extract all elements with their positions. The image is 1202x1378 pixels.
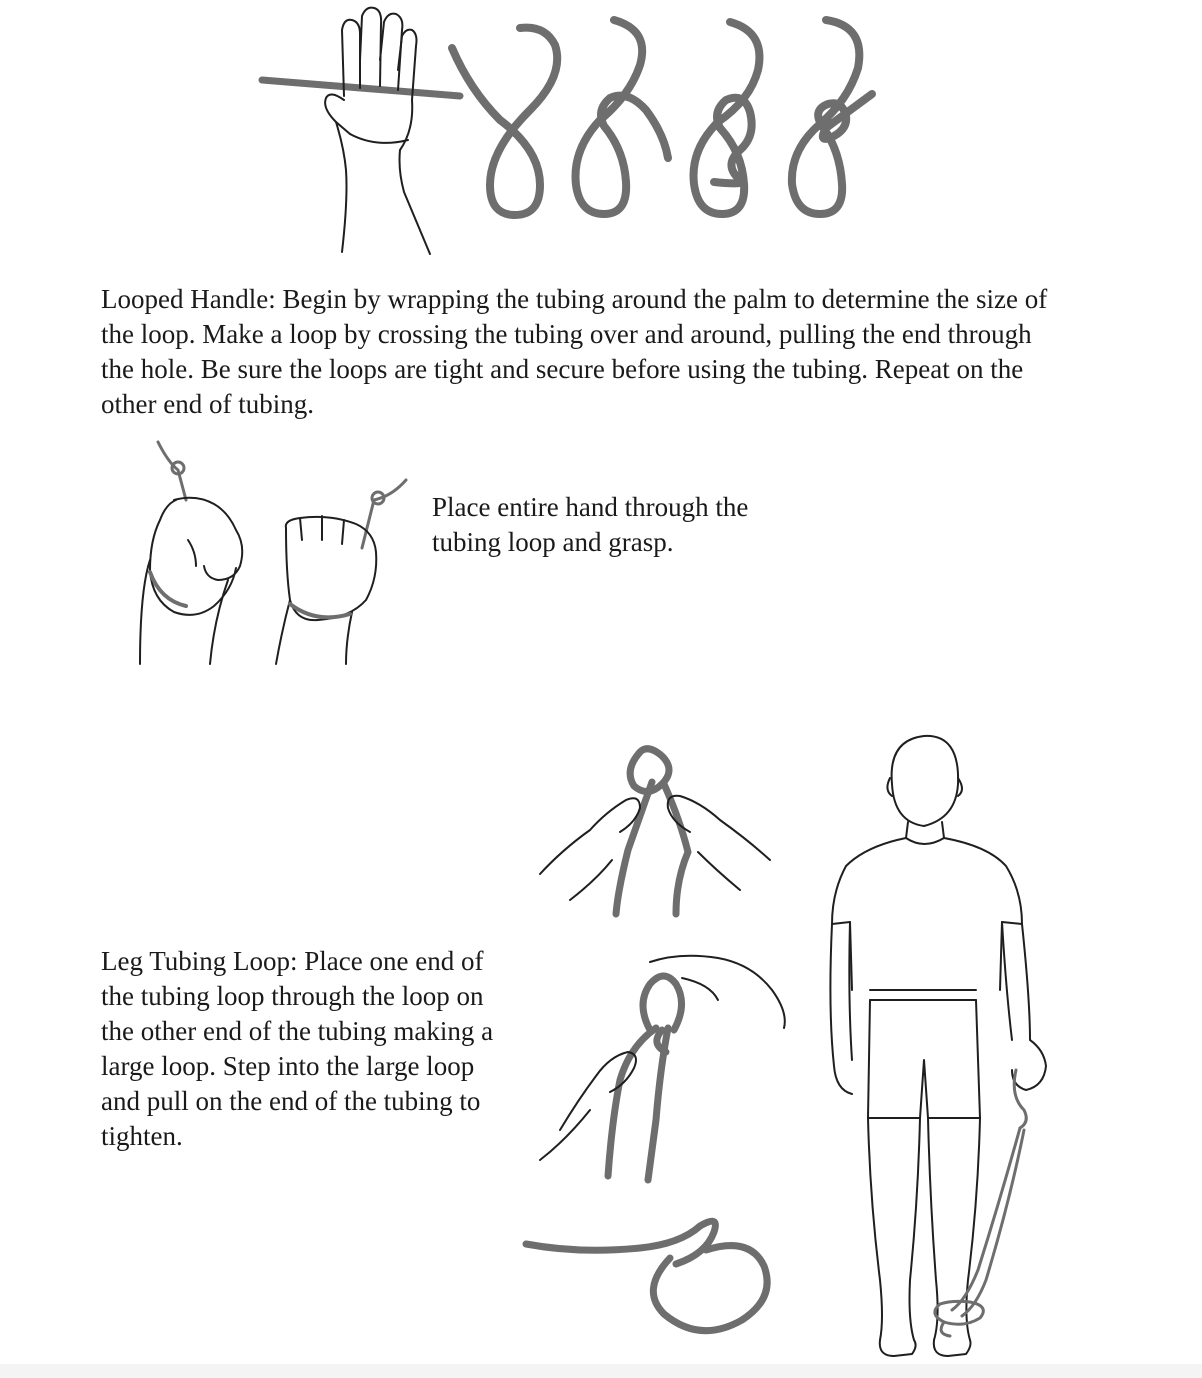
grasp-instructions: Place entire hand through the tubing loop and grasp. (432, 492, 749, 557)
hands-grasping-loop-illustration (140, 442, 406, 664)
looped-handle-instructions: Looped Handle: Begin by wrapping the tubing around the palm to determine the size of the loop. Make a loop by crossing the tubing over and around, pulling the end through the hole. Be sure the loops are tight and secure before using the tubing. Repeat on the other end of tubing. (101, 284, 1048, 419)
leg-tubing-loop-instructions: Leg Tubing Loop: Place one end of the tubing loop through the loop on the other end of the tubing making a large loop. Step into the large loop and pull on the end of the tubing to tighten. (101, 946, 494, 1151)
standing-figure-with-leg-tubing-illustration (830, 736, 1046, 1356)
hand-measuring-tubing-illustration (262, 8, 460, 254)
page-bottom-edge (0, 1364, 1202, 1378)
hands-tying-knot-illustration (526, 749, 785, 1331)
figure-eight-knot-steps-illustration (452, 20, 872, 215)
